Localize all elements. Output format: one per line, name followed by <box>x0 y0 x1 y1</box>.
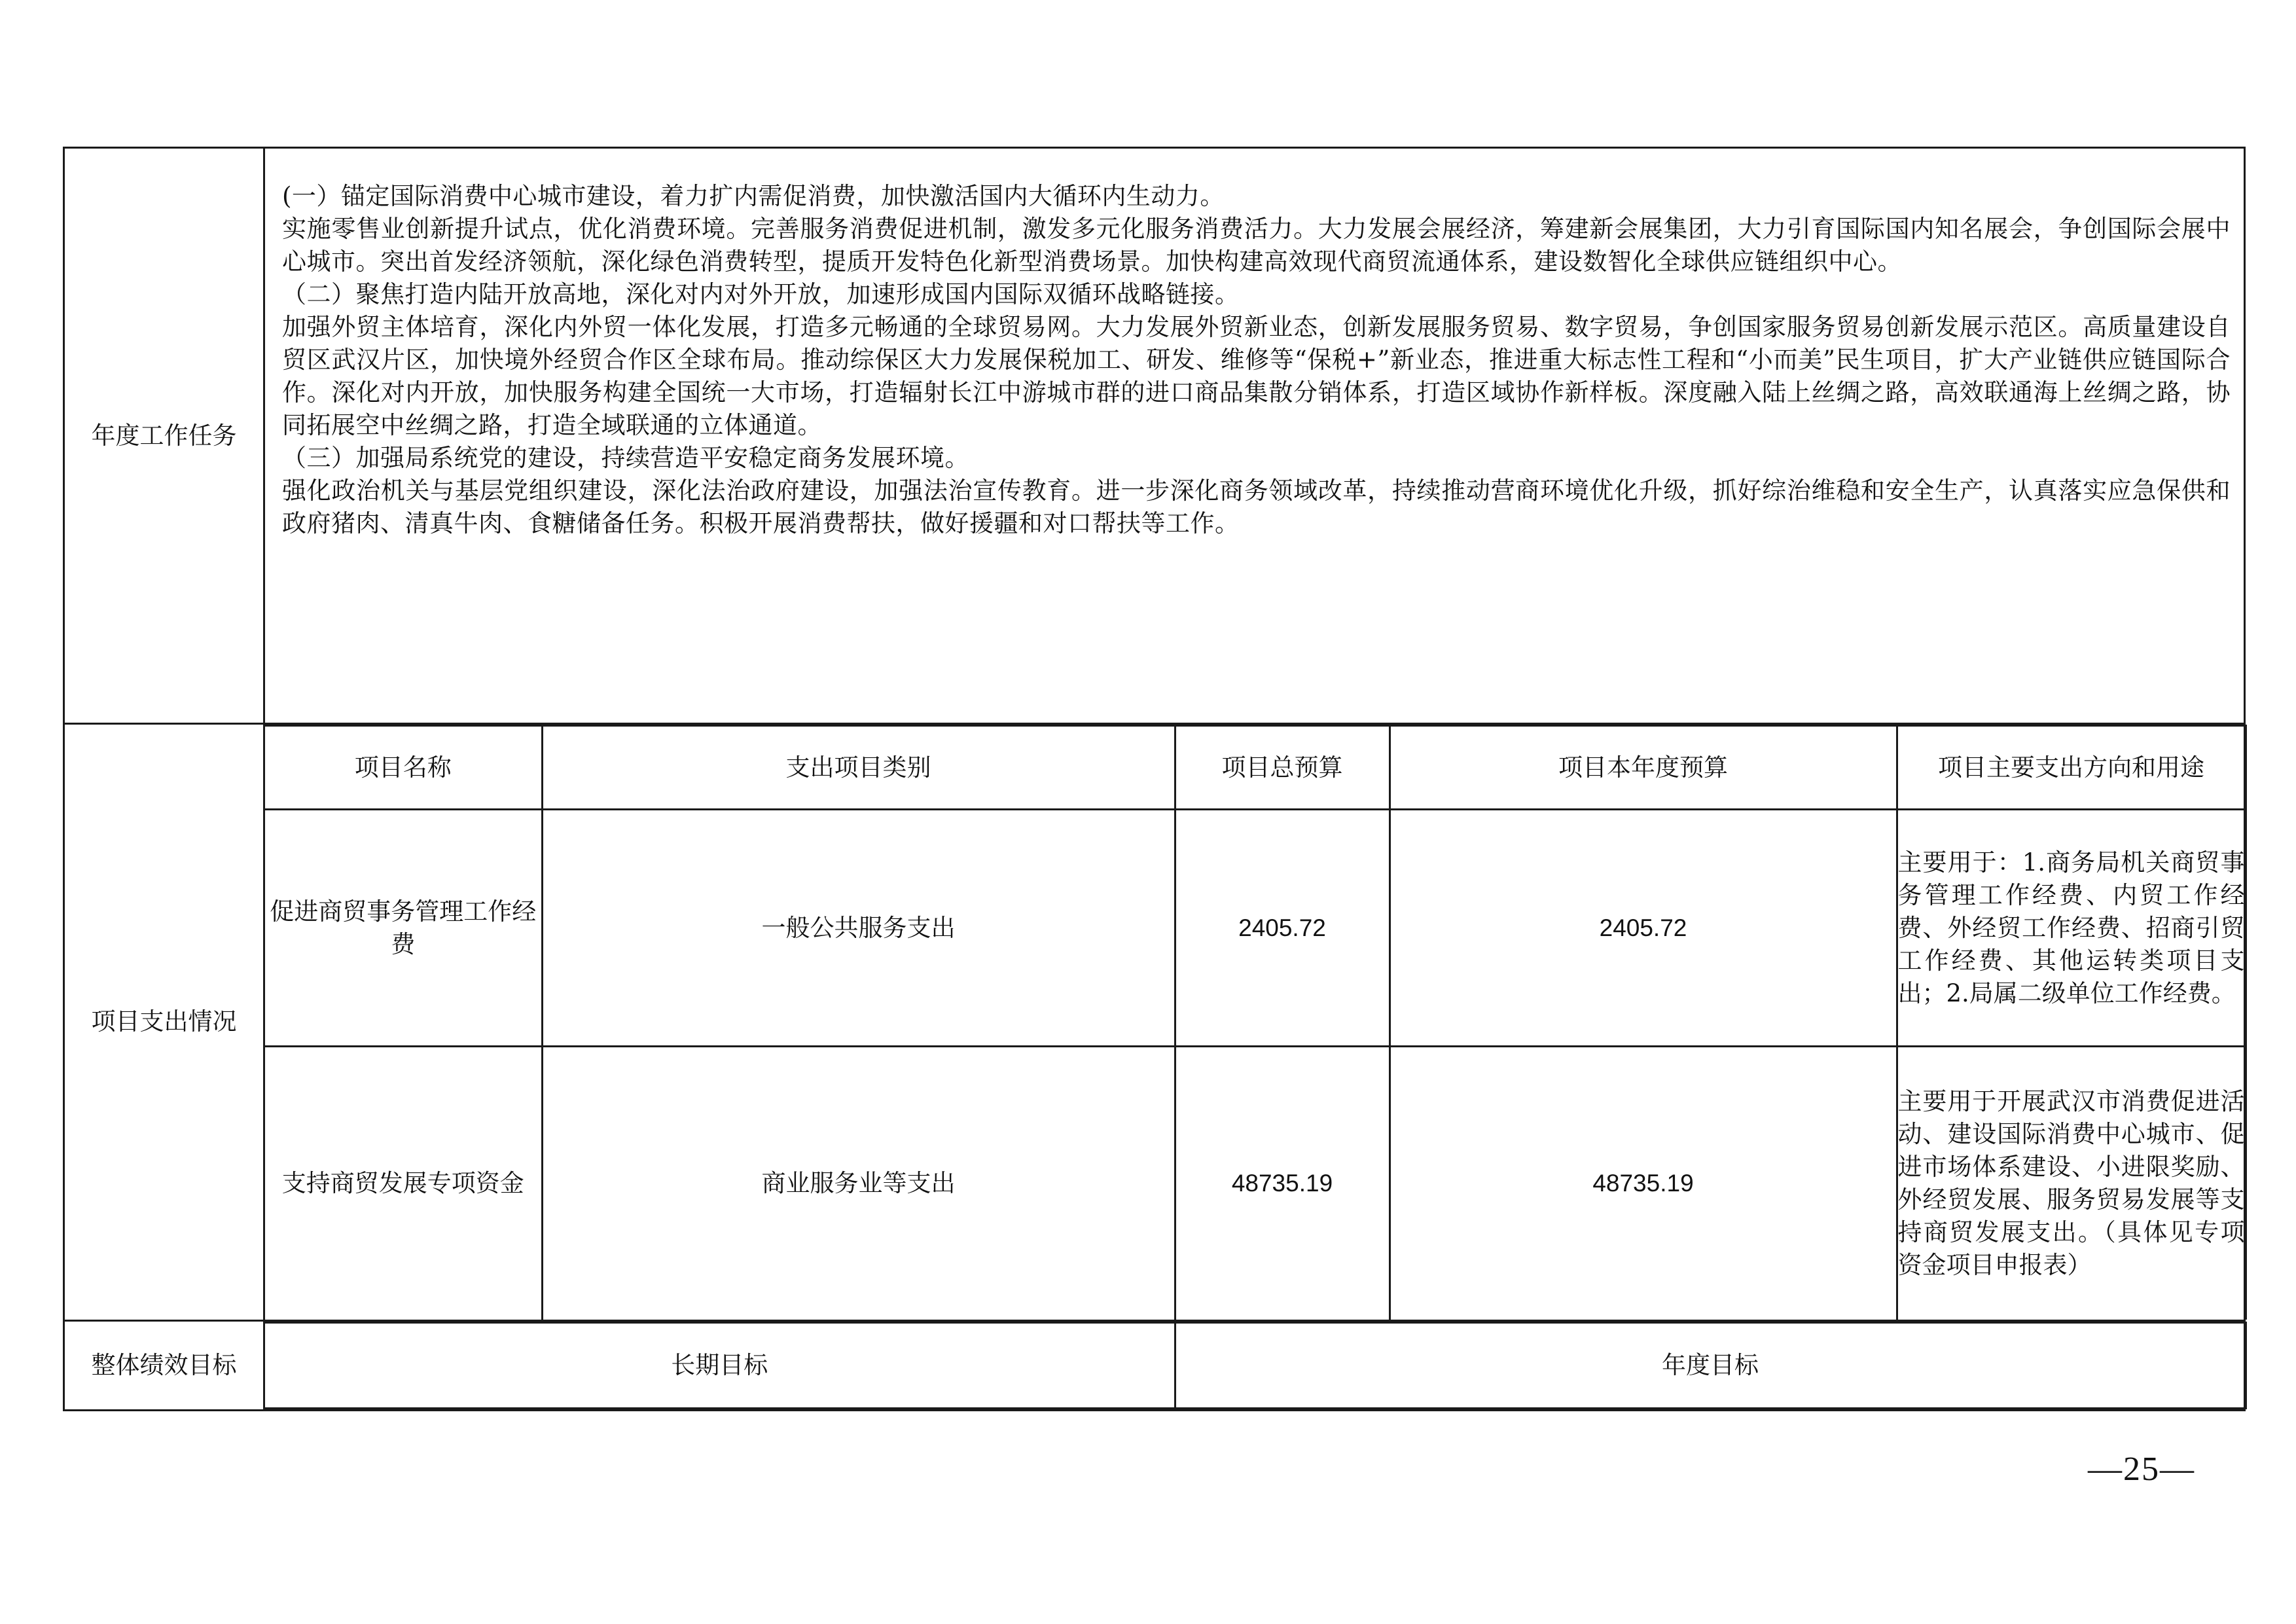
project-annual-budget: 48735.19 <box>1390 1047 1897 1320</box>
tasks-label: 年度工作任务 <box>64 148 264 724</box>
header-total-budget: 项目总预算 <box>1175 726 1390 810</box>
task-paragraph-2: 加强外贸主体培育，深化内外贸一体化发展，打造多元畅通的全球贸易网。大力发展外贸新业态，创新发展服务贸易、数字贸易，争创国家服务贸易创新发展示范区。高质量建设自贸区武汉片区，加快境外经贸合作区全球布局。推动综保区大力发展保税加工、研发、维修等“保税+”新业态，推进重大标志性工程和“小而美”民生项目，扩大产业链供应链国际合作。深化对内开放，加快服务构建全国统一大市场，打造辐射长江中游城市群的进口商品集散分销体系，打造区域协作新样板。深度融入陆上丝绸之路，高效联通海上丝绸之路，协同拓展空中丝绸之路，打造全域联通的立体通道。 <box>282 313 2231 439</box>
project-purpose: 主要用于开展武汉市消费促进活动、建设国际消费中心城市、促进市场体系建设、小进限奖励、外经贸发展、服务贸易发展等支持商贸发展支出。（具体见专项资金项目申报表） <box>1897 1047 2246 1320</box>
goals-label: 整体绩效目标 <box>64 1320 264 1410</box>
annual-goal-header: 年度目标 <box>1175 1322 2246 1408</box>
task-heading-1: (一）锚定国际消费中心城市建设，着力扩内需促消费，加快激活国内大循环内生动力。 <box>282 182 1225 210</box>
project-total-budget: 48735.19 <box>1175 1047 1390 1320</box>
project-category: 一般公共服务支出 <box>542 810 1175 1047</box>
budget-table <box>63 147 2246 1411</box>
task-paragraph-3: 强化政治机关与基层党组织建设，深化法治政府建设，加强法治宣传教育。进一步深化商务领域改革，持续推动营商环境优化升级，抓好综治维稳和安全生产，认真落实应急保供和政府猪肉、清真牛肉、食糖储备任务。积极开展消费帮扶，做好援疆和对口帮扶等工作。 <box>282 477 2231 537</box>
header-project-name: 项目名称 <box>265 726 542 810</box>
projects-cell <box>264 724 2245 1321</box>
project-purpose: 主要用于：1.商务局机关商贸事务管理工作经费、内贸工作经费、外经贸工作经费、招商引贸工作经费、其他运转类项目支出；2.局属二级单位工作经费。 <box>1897 810 2246 1047</box>
table-row <box>265 810 2246 1047</box>
task-heading-3: （三）加强局系统党的建设，持续营造平安稳定商务发展环境。 <box>282 444 969 472</box>
goals-table <box>265 1322 2247 1409</box>
project-name: 促进商贸事务管理工作经费 <box>265 810 542 1047</box>
long-term-goal-header: 长期目标 <box>265 1322 1175 1408</box>
goals-row <box>64 1320 2245 1410</box>
projects-row <box>64 724 2245 1321</box>
tasks-content <box>264 148 2245 724</box>
project-total-budget: 2405.72 <box>1175 810 1390 1047</box>
projects-label: 项目支出情况 <box>64 724 264 1321</box>
goals-cell <box>264 1320 2245 1410</box>
header-annual-budget: 项目本年度预算 <box>1390 726 1897 810</box>
project-category: 商业服务业等支出 <box>542 1047 1175 1320</box>
projects-header-row <box>265 726 2246 810</box>
header-category: 支出项目类别 <box>542 726 1175 810</box>
task-heading-2: （二）聚焦打造内陆开放高地，深化对内对外开放，加速形成国内国际双循环战略链接。 <box>282 280 1240 308</box>
page-number: —25— <box>2088 1451 2195 1488</box>
project-annual-budget: 2405.72 <box>1390 810 1897 1047</box>
project-name: 支持商贸发展专项资金 <box>265 1047 542 1320</box>
task-paragraph-1: 实施零售业创新提升试点，优化消费环境。完善服务消费促进机制，激发多元化服务消费活力。大力发展会展经济，筹建新会展集团，大力引育国际国内知名展会，争创国际会展中心城市。突出首发经济领航，深化绿色消费转型，提质开发特色化新型消费场景。加快构建高效现代商贸流通体系，建设数智化全球供应链组织中心。 <box>282 215 2231 276</box>
projects-table <box>265 725 2247 1320</box>
tasks-row <box>64 148 2245 724</box>
header-purpose: 项目主要支出方向和用途 <box>1897 726 2246 810</box>
table-row <box>265 1047 2246 1320</box>
